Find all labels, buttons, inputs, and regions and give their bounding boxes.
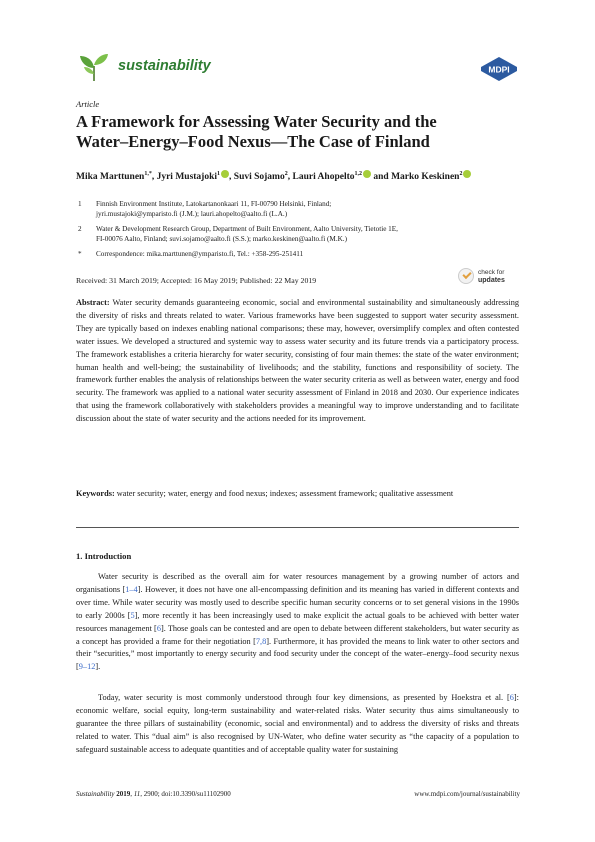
affiliation — [78, 249, 528, 259]
paragraph-text: ], more recently it has been increasingly used to make explicit the actual goals to be achieved with better water resources management [ — [76, 610, 519, 633]
author-list — [76, 167, 526, 184]
check-for-updates-badge[interactable] — [458, 266, 522, 288]
affiliation-line: Correspondence: mika.marttunen@ymparisto.fi, Tel.: +358-295-251411 — [96, 250, 304, 258]
author-affiliation-mark: 1,* — [144, 171, 152, 177]
paragraph-text: ]. However, it does not have one all-encompassing definition and its meaning has varied in different contexts and over time. While water security was mostly used to describe specific human security concerns or to set general visions in the 1990s to early 2000s [ — [76, 584, 519, 620]
sprout-icon — [78, 52, 110, 82]
check-updates-line2: updates — [478, 277, 505, 284]
abstract-label: Abstract: — [76, 298, 110, 307]
citation-link[interactable]: 6 — [156, 623, 161, 633]
author-separator: , — [229, 172, 234, 183]
check-updates-line1: check for — [478, 269, 505, 276]
affiliation-line: Water & Development Research Group, Department of Built Environment, Aalto University, Tietotie 1E, — [96, 225, 398, 233]
abstract-text: Water security demands guaranteeing economic, social and environmental sustainability and simultaneously addressing the diversity of risks and threats related to water. Various frameworks have been suggested to support water security assessment. They are typically based on indexes enabling national comparisons; these may, however, oversimplify complex and often contested water issues. We developed a structured and systemic way to assess water security and its future trends via a participatory process. The framework establishes a criteria hierarchy for water security, consisting of four main themes: the state of the water environment; human health and well-being; the sustainability of livelihoods; and the stability, functions and responsibility of society. The framework further enables the analysis of relationships between the water security criteria as well as between water, energy and food security. The framework was applied to a national water security assessment of Finland in 2018 and 2030. Our experience indicates that using the framework collaboratively with stakeholders provides a meaningful way to improve understanding and to facilitate discussion about the state of water security and the actions needed for its improvement. — [76, 298, 519, 424]
author-name: Lauri Ahopelto — [292, 172, 355, 183]
footer-url[interactable]: www.mdpi.com/journal/sustainability — [414, 790, 520, 798]
title-line-1: A Framework for Assessing Water Security and the — [76, 112, 437, 131]
orcid-icon[interactable] — [463, 170, 471, 178]
affiliation-line: jyri.mustajoki@ymparisto.fi (J.M.); lauri.ahopelto@aalto.fi (L.A.) — [96, 210, 288, 218]
mdpi-logo — [479, 56, 519, 82]
affiliation-number: 1 — [78, 200, 82, 208]
footer-doi: , 2900; doi:10.3390/su11102900 — [140, 790, 231, 798]
author-name: Suvi Sojamo — [233, 172, 285, 183]
citation-link[interactable]: 5 — [130, 610, 135, 620]
orcid-icon[interactable] — [221, 170, 229, 178]
footer-volume: 11 — [133, 790, 141, 798]
author-affiliation-mark: 1,2 — [354, 171, 363, 177]
author-affiliation-mark: 2 — [459, 171, 463, 177]
paragraph-text: ]. Those goals can be contested and are open to debate between different stakeholders, but water security as a concept has provided a frame for their negotiation [ — [76, 623, 519, 646]
section-heading: 1. Introduction — [76, 551, 132, 561]
journal-name: sustainability — [118, 58, 211, 74]
affiliation-number: * — [78, 250, 82, 258]
paragraph-text: Today, water security is most commonly understood through four key dimensions, as presented by Hoekstra et al. [ — [98, 693, 510, 702]
paragraph-text: Water security is described as the overall aim for water resources management by a growing number of actors and organisations [ — [76, 572, 519, 594]
mdpi-logo-text: MDPI — [488, 64, 510, 75]
author-affiliation-mark: 2 — [284, 171, 288, 177]
author-affiliation-mark: 1 — [217, 171, 221, 177]
affiliation-number: 2 — [78, 225, 82, 233]
keywords-label: Keywords: — [76, 489, 115, 498]
author-name: Marko Keskinen — [391, 172, 460, 183]
section-divider — [76, 527, 519, 528]
citation-link[interactable]: 7,8 — [255, 636, 267, 646]
footer-citation: Sustainability 2019, 11, 2900; doi:10.3390/su11102900 — [76, 790, 231, 798]
affiliation-text — [96, 224, 526, 244]
keywords — [76, 488, 519, 501]
citation-link[interactable]: 1–4 — [125, 584, 138, 594]
author-separator: and — [371, 172, 392, 183]
intro-paragraph-2 — [76, 692, 519, 757]
affiliation-text — [96, 199, 526, 219]
article-title — [76, 112, 526, 152]
orcid-icon[interactable] — [363, 170, 371, 178]
affiliation-line: Finnish Environment Institute, Latokartanonkaari 11, FI-00790 Helsinki, Finland; — [96, 200, 332, 208]
intro-paragraph-1 — [76, 571, 519, 674]
paragraph-text: ]. Furthermore, it has provided the means to link water to other sectors and their “securities,” most importantly to energy security and food security under the concept of the water–energy–food security nexus [ — [76, 636, 519, 672]
affiliation — [78, 199, 528, 219]
paragraph-text: ]. — [95, 662, 101, 672]
author-separator: , — [287, 172, 293, 183]
citation-link[interactable]: 9–12 — [78, 662, 96, 672]
keywords-text: water security; water, energy and food nexus; indexes; assessment framework; qualitative assessment — [116, 489, 454, 498]
paragraph-text: ]: economic welfare, social equity, long-term sustainability and water-related risks. Water security thus aims simultaneously to guarantee the three pillars of sustainability (economic, social and environmental) and to address the diversity of risks and threats related to water. This “dual aim” is also recognised by UN-Water, who define water security as “the capacity of a population to safeguard sustainable access to adequate quantities and of acceptable quality water for sustaining — [76, 693, 519, 754]
citation-link[interactable]: 6 — [509, 693, 514, 702]
author-separator: , — [151, 172, 157, 183]
footer-year: 2019 — [116, 790, 131, 798]
affiliation-text — [96, 249, 526, 259]
footer-journal: Sustainability — [76, 790, 115, 798]
publication-dates: Received: 31 March 2019; Accepted: 16 May 2019; Published: 22 May 2019 — [76, 276, 317, 285]
abstract — [76, 297, 519, 426]
author-name: Jyri Mustajoki — [156, 172, 218, 183]
affiliation-line: FI-00076 Aalto, Finland; suvi.sojamo@aalto.fi (S.S.); marko.keskinen@aalto.fi (M.K.) — [96, 235, 347, 243]
article-type: Article — [76, 99, 100, 109]
author-name: Mika Marttunen — [76, 172, 145, 183]
check-icon — [458, 268, 474, 284]
title-line-2: Water–Energy–Food Nexus—The Case of Finland — [76, 132, 430, 151]
affiliation — [78, 224, 528, 244]
